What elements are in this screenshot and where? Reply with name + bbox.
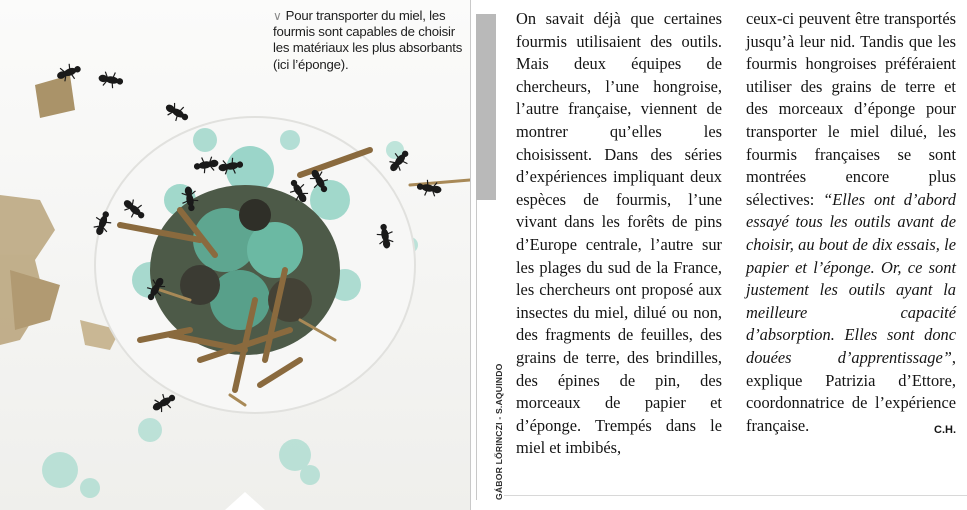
ant-photo <box>0 0 471 510</box>
article-column-2-intro: ceux-ci peuvent être transportés jusqu’à leur nid. Tandis que les fourmis hongroises préféraient utiliser des grains de terre et des morceaux d’éponge pour transporter le miel dilué, les fourmis françaises se sont montrées encore plus sélectives: <box>746 9 956 209</box>
chevron-down-icon: ∨ <box>273 9 282 23</box>
article-column-1-text: On savait déjà que certaines fourmis utilisaient des outils. Mais deux équipes de chercheurs, l’une hongroise, l’autre française, viennent de montrer qu’elles les choisissent. Dans des séries d’expériences impliquant deux espèces de fourmis, l’une vivant dans les forêts de pins d’Europe centrale, l’autre sur les plages du sud de la France, les chercheurs ont proposé aux insectes du miel, dilué ou non, des fragments de feuilles, des grains de terre, des brindilles, des épines de pin, des morceaux de papier et d’éponge. Trempés dans le miel et imbibés, <box>516 9 722 458</box>
divider-line <box>476 200 477 500</box>
author-signature: C.H. <box>934 423 956 436</box>
article-column-2-text <box>746 8 956 437</box>
photo-caption-text: Pour transporter du miel, les fourmis sont capables de choisir les matériaux les plus absorbants (ici l’éponge). <box>273 8 463 72</box>
photo-credit: GÁBOR LŐRINCZI - S.AQUINDO <box>494 363 504 500</box>
page-bottom-rule <box>504 495 967 496</box>
article-column-2-outro: , explique Patrizia d’Ettore, coordonnatrice de l’expérience française. <box>746 347 956 435</box>
page-notch <box>225 492 265 510</box>
article-column-1 <box>516 8 722 460</box>
gray-band <box>476 14 496 200</box>
ant-photo-illustration <box>0 0 470 510</box>
photo-caption <box>273 8 463 73</box>
article-column-2 <box>746 8 956 441</box>
researcher-quote: “Elles ont d’abord essayé tous les outils avant de choisir, au bout de dix essais, le papier et l’éponge. Or, ce sont justement les outils ayant la meilleure capacité d’absorption. Elles sont donc douées d’apprentissage” <box>746 189 956 367</box>
